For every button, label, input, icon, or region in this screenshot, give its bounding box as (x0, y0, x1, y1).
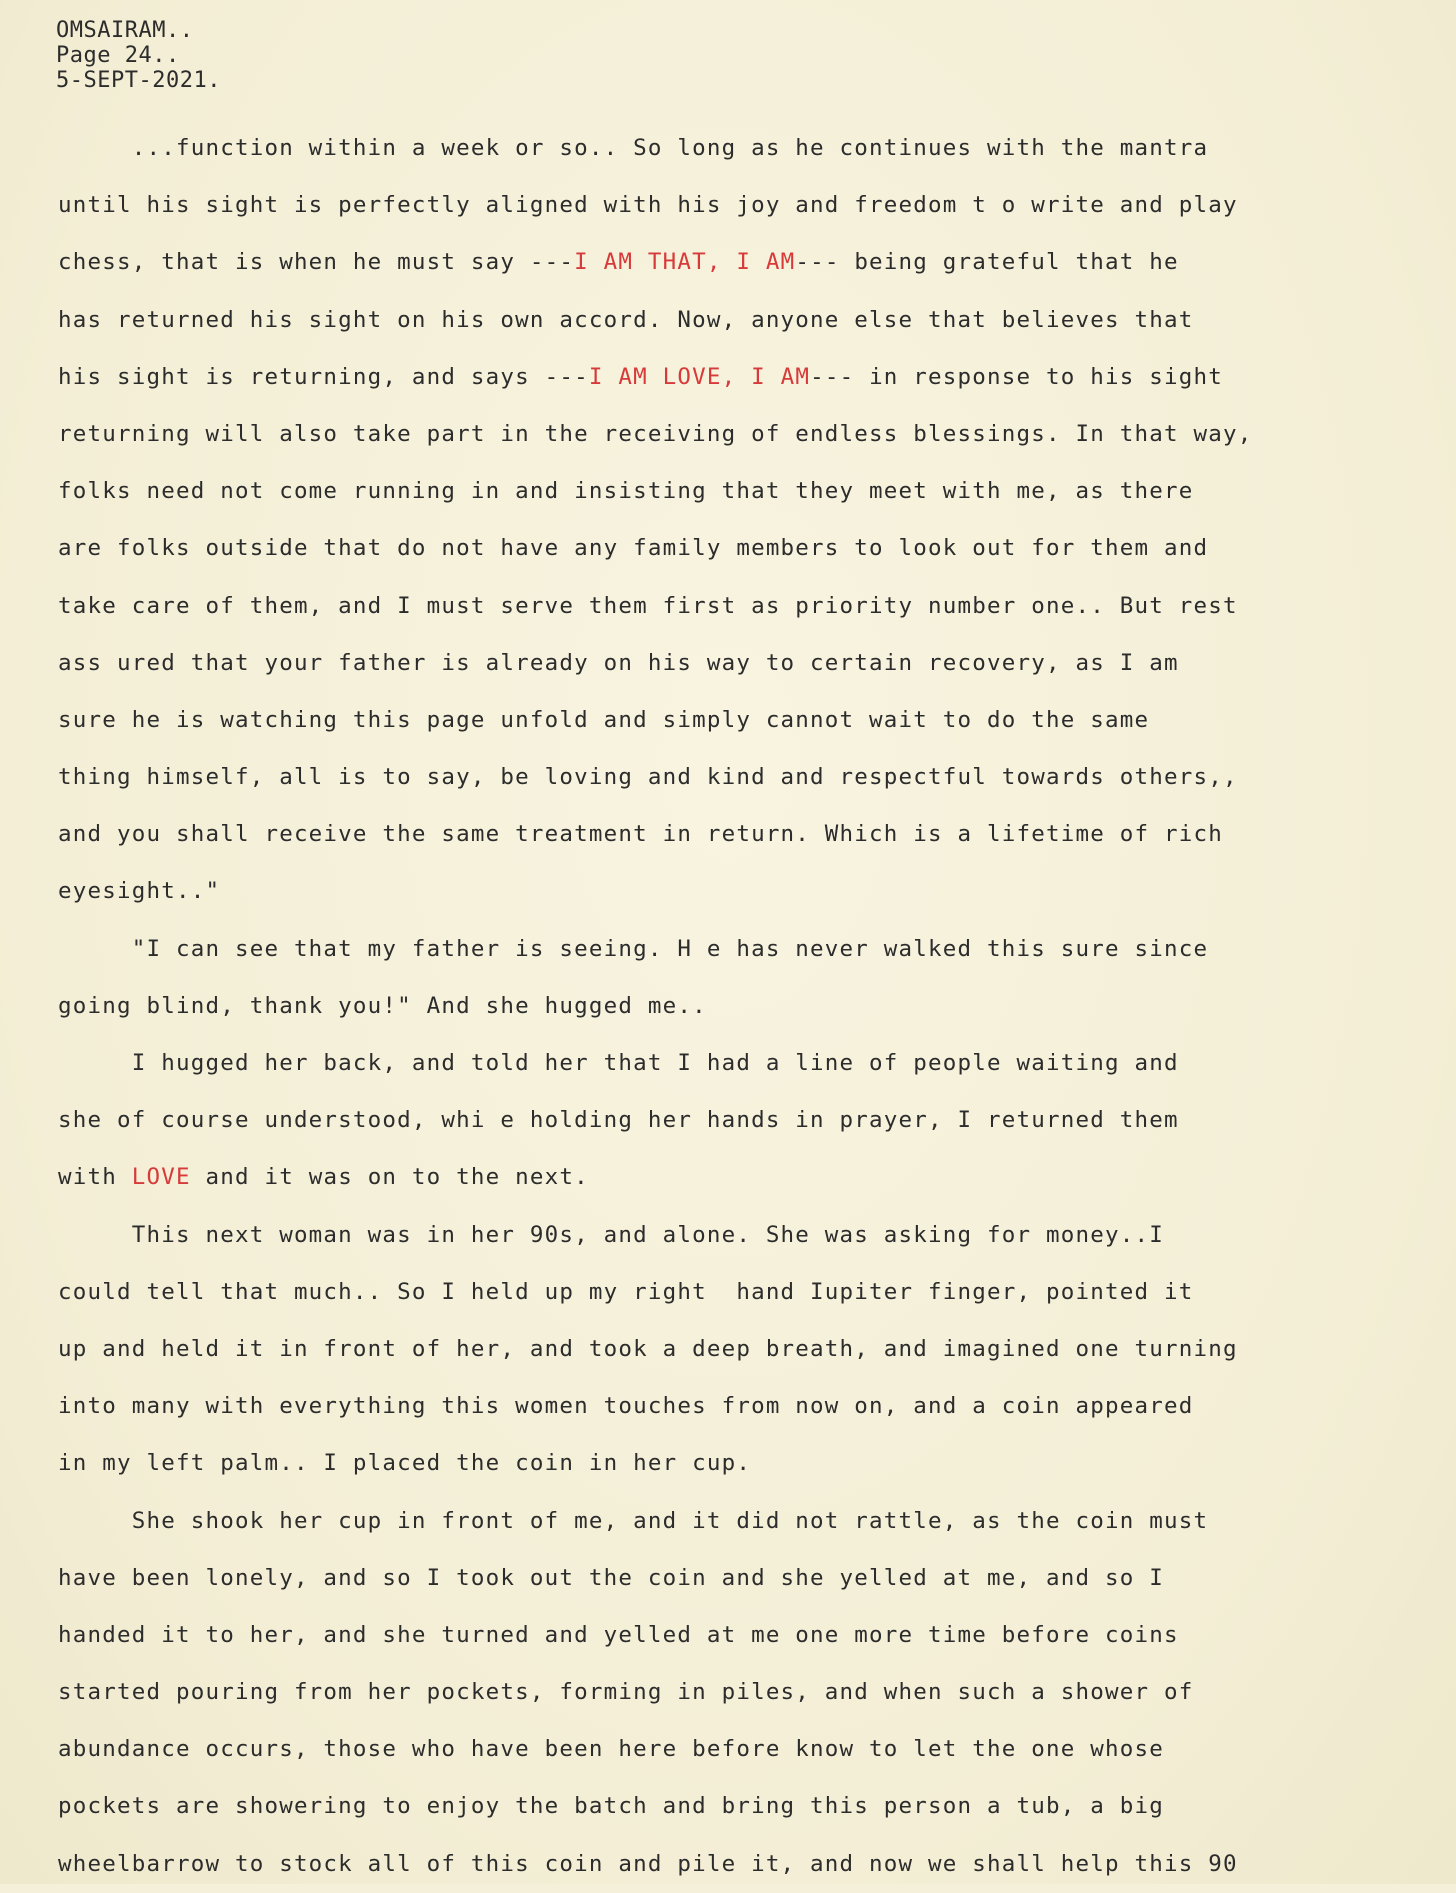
text-segment: has returned his sight on his own accord. Now, anyone else that believes that (58, 306, 1194, 333)
text-line (58, 1149, 1438, 1206)
text-line (58, 292, 1438, 349)
text-segment: going blind, thank you!" And she hugged me.. (58, 992, 707, 1019)
text-line (58, 863, 1438, 920)
text-segment: eyesight.." (58, 878, 221, 905)
page-body-text (58, 120, 1438, 1893)
text-line (58, 1607, 1438, 1664)
red-ink-text: LOVE (131, 1164, 191, 1191)
header-date: 5-SEPT-2021. (56, 68, 221, 93)
text-segment: ass ured that your father is already on his way to certain recovery, as I am (58, 649, 1179, 676)
text-segment: --- being grateful that he (795, 249, 1179, 276)
text-line (58, 406, 1438, 463)
text-segment: I hugged her back, and told her that I had a line of people waiting and (58, 1050, 1179, 1076)
text-line (58, 578, 1438, 635)
text-line (58, 978, 1438, 1035)
text-segment: take care of them, and I must serve them first as priority number one.. But rest (58, 592, 1238, 619)
text-line (58, 1378, 1438, 1435)
text-segment: and you shall receive the same treatment in return. Which is a lifetime of rich (58, 821, 1223, 848)
text-segment: folks need not come running in and insisting that they meet with me, as there (58, 478, 1194, 505)
text-line (58, 1207, 1438, 1264)
text-segment: started pouring from her pockets, forming in piles, and when such a shower of (58, 1679, 1194, 1706)
text-line (58, 749, 1438, 806)
text-line (58, 806, 1438, 863)
text-line (58, 1664, 1438, 1721)
text-line (58, 177, 1438, 234)
text-segment: his sight is returning, and says --- (58, 363, 589, 390)
header-page-number: Page 24.. (56, 43, 180, 68)
text-segment: could tell that much.. So I held up my right hand Iupiter finger, pointed it (58, 1278, 1194, 1305)
text-line (58, 1035, 1438, 1092)
text-segment: wheelbarrow to stock all of this coin and pile it, and now we shall help this 90 (58, 1850, 1238, 1877)
text-line (58, 1493, 1438, 1550)
text-line (58, 1264, 1438, 1321)
text-line (58, 1092, 1438, 1149)
page-header (56, 18, 221, 93)
text-line (58, 692, 1438, 749)
text-line (58, 520, 1438, 577)
text-segment: and it was on to the next. (190, 1164, 589, 1191)
text-line (58, 1550, 1438, 1607)
text-segment: up and held it in front of her, and took a deep breath, and imagined one turning (58, 1335, 1238, 1362)
text-line (58, 463, 1438, 520)
header-title: OMSAIRAM.. (56, 18, 194, 43)
red-ink-text: I AM THAT, I AM (574, 249, 796, 276)
text-segment: chess, that is when he must say --- (58, 249, 575, 276)
text-segment: ...function within a week or so.. So long as he continues with the mantra (58, 135, 1209, 161)
text-segment: are folks outside that do not have any family members to look out for them and (58, 535, 1209, 562)
text-segment: she of course understood, whi e holding her hands in prayer, I returned them (58, 1107, 1179, 1134)
text-segment: This next woman was in her 90s, and alone. She was asking for money..I (58, 1221, 1164, 1248)
text-line (58, 1836, 1438, 1893)
red-ink-text: I AM LOVE, I AM (588, 363, 811, 390)
text-segment: --- in response to his sight (810, 363, 1223, 390)
text-line (58, 120, 1438, 177)
text-segment: have been lonely, and so I took out the coin and she yelled at me, and so I (58, 1564, 1164, 1591)
text-segment: handed it to her, and she turned and yelled at me one more time before coins (58, 1621, 1179, 1648)
text-line (58, 1778, 1438, 1835)
text-segment: in my left palm.. I placed the coin in her cup. (58, 1450, 752, 1477)
text-segment: thing himself, all is to say, be loving and kind and respectful towards others,, (58, 764, 1238, 791)
text-segment: returning will also take part in the receiving of endless blessings. In that way, (58, 420, 1253, 447)
text-segment: until his sight is perfectly aligned with his joy and freedom t o write and play (58, 192, 1238, 219)
text-line (58, 921, 1438, 978)
text-segment: sure he is watching this page unfold and simply cannot wait to do the same (58, 706, 1150, 733)
text-segment: into many with everything this women touches from now on, and a coin appeared (58, 1393, 1194, 1420)
text-line (58, 234, 1438, 291)
text-line (58, 349, 1438, 406)
text-segment: pockets are showering to enjoy the batch and bring this person a tub, a big (58, 1793, 1164, 1820)
text-line (58, 1435, 1438, 1492)
text-segment: with (58, 1164, 132, 1191)
text-line (58, 1721, 1438, 1778)
text-segment: abundance occurs, those who have been here before know to let the one whose (58, 1736, 1164, 1763)
text-segment: She shook her cup in front of me, and it did not rattle, as the coin must (58, 1507, 1209, 1534)
text-line (58, 1321, 1438, 1378)
text-line (58, 635, 1438, 692)
text-segment: "I can see that my father is seeing. H e has never walked this sure since (58, 935, 1209, 962)
